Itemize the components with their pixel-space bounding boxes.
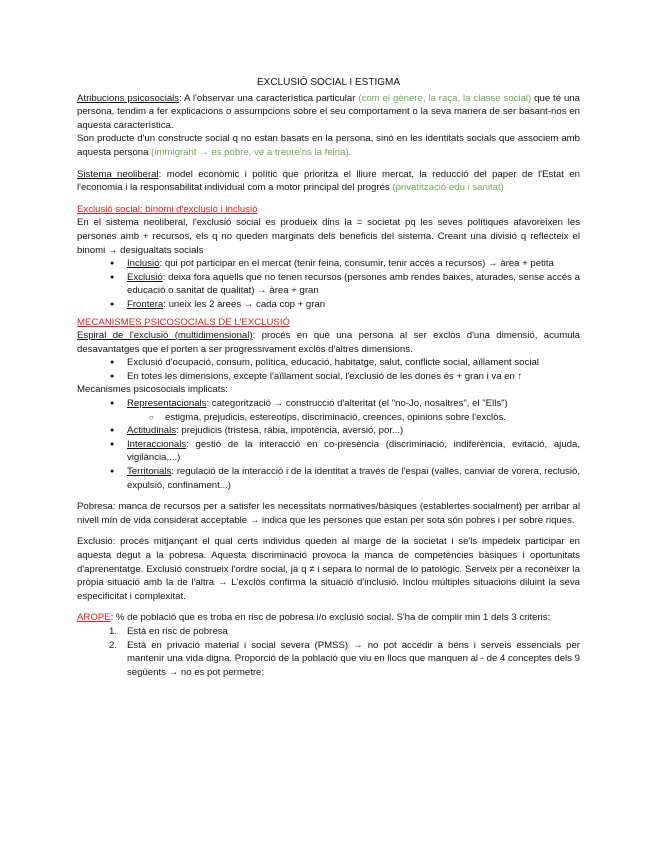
text: Està en risc de pobresa: [127, 625, 228, 637]
item-number: 2.: [109, 639, 118, 651]
term-atribucions: Atribucions psicosocials: [77, 92, 180, 104]
paragraph-exclusio: Exclusió: procés mitjançant el qual certs individus queden al marge de la societat i se'ls impedeix participar en aquesta degut a la pobresa. Aquesta discriminació provoca la manca de competències bàsiques i oportunitats d'aprenentatge. Exclusió construeix l'ordre social, ja q ≠ i separa lo normal de lo patològic. Serveix per a reconèixer la pròpia situació amb la de l'altra → L'exclòs confirma la situació d'inclusió. Inclou múltiples situacions diluint la seva especificitat i complexitat.: [77, 536, 580, 602]
list-item: [77, 639, 580, 680]
mecanismes-label: Mecanismes psicosocials implicats:: [77, 384, 228, 396]
section-heading-exclusio-social: Exclusió social: binomi d'exclusió i inclusió: [77, 203, 258, 215]
sublist-item: ○ estigma, prejudicis, estereotips, discriminació, creences, opinions sobre l'exclòs.: [77, 411, 580, 425]
text: : procés en què una persona al ser exclòs d'una dimensió, acumula desavantatges que el porten a ser progressivament exclòs d'altres dimensions.: [77, 330, 580, 355]
term-actitudinals: Actitudinals: [127, 425, 177, 437]
note-green: (com el gènere, la raça, la classe social): [358, 92, 532, 104]
term-inclusio: Inclusió: [127, 258, 160, 270]
section-heading-mecanismes: MECANISMES PSICOSOCIALS DE L'EXCLUSIÓ: [77, 316, 290, 328]
text: : categorització → construcció d'alteritat (el "no-Jo, nosaltres", el "Ells"): [206, 398, 508, 410]
list-item: [77, 625, 580, 639]
item-number: 1.: [109, 625, 118, 637]
list-item: ● En totes les dimensions, excepte l'aïllament social, l'exclusió de les dones és + gran i va en ↑: [77, 370, 580, 384]
sublist: [77, 411, 580, 425]
text: : qui pot participar en el mercat (tenir feina, consumir, tenir accés a recursos) → àrea + petita: [159, 258, 554, 270]
term-neoliberal: Sistema neoliberal: [77, 168, 159, 180]
term-espiral: Espiral de l'exclusió (multidimensional): [77, 330, 253, 342]
term-territorials: Territorials: [127, 466, 172, 478]
list-arope-criteris: [77, 625, 580, 679]
text: Son producte d'un constructe social q no estan basats en la persona, sinó en les identitats socials que associem amb aquesta persona: [77, 133, 580, 158]
text: que té una persona, tendim a fer explicacions o assumpcions sobre el seu comportament o la seva manera de ser basant-nos en aquesta característica.: [77, 92, 580, 131]
paragraph-arope: [77, 611, 580, 625]
list-item: [77, 257, 580, 271]
list-item: [77, 298, 580, 312]
text: : % de població que es troba en risc de pobresa i/o exclusió social. S'ha de complir min 1 dels 3 criteris:: [110, 612, 551, 624]
list-item: [77, 271, 580, 298]
list-item: [77, 465, 580, 492]
text: : uneix les 2 àrees → cada cop + gran: [163, 298, 326, 310]
document-title: EXCLUSIÓ SOCIAL I ESTIGMA: [257, 77, 400, 88]
term-interaccionals: Interaccionals: [127, 438, 187, 450]
text: : regulació de la interacció i de la identitat a través de l'espai (valles, canviar de vorera, reclusió, expulsió, confinament...): [127, 466, 580, 491]
term-frontera: Frontera: [127, 298, 164, 310]
list-item: [77, 424, 580, 438]
list-item: [77, 438, 580, 465]
paragraph-atribucions: [77, 92, 580, 133]
list-item: [77, 397, 580, 424]
paragraph-constructe: [77, 132, 580, 159]
paragraph-exclusio-intro: En el sistema neoliberal, l'exclusió social es produeix dins la = societat pq les seves polítiques afavoreixen les persones amb + recursos, els q no queden marginats dels beneficis del sistema. Creant una divisió q reflecteix el binomi → desigualtats socials: [77, 217, 580, 256]
list-espiral: [77, 356, 580, 383]
list-item: ● Exclusió d'ocupació, consum, política, educació, habitatge, salut, conflicte social, aïllament social: [77, 356, 580, 370]
paragraph-espiral: [77, 329, 580, 356]
text: Està en privació material i social severa (PMSS) → no pot accedir a béns i serveis essencials per mantenir una vida digna. Proporció de la població que viu en llocs que manquen al - de 4 conceptes dels 9 següents → no es pot permetre:: [127, 639, 580, 678]
term-arope: AROPE: [77, 612, 111, 624]
text: : A l'observar una característica particular: [179, 92, 359, 104]
term-exclusio: Exclusió: [127, 271, 163, 283]
text: : deixa fora aquells que no tenen recursos (persones amb rendes baixes, aturades, sense accés a educació o sanitat de qualitat) → àrea + gran: [127, 271, 580, 297]
list-binomi: [77, 257, 580, 311]
term-representacionals: Representacionals: [127, 398, 207, 410]
paragraph-pobresa: Pobresa: manca de recursos per a satisfer les necessitats normatives/bàsiques (establertes socialment) per arribar al nivell mín de vida considerat acceptable → indica que les persones que estan per sota són pobres i per sobre riques.: [77, 501, 580, 526]
document-page: [77, 76, 580, 679]
text: : model econòmic i polític que prioritza el lliure mercat, la reducció del paper de l'Estat en l'economia i la responsabilitat individual com a motor principal del progrés: [77, 168, 580, 194]
list-mecanismes: [77, 397, 580, 492]
text: : gestió de la interacció en co-presència (discriminació, indiferència, evitació, ajuda, vigilància,...): [127, 438, 580, 464]
text: .: [348, 146, 352, 158]
note-green: (immigrant → es pobre, ve a treure'ns la feina): [151, 146, 349, 158]
note-green: (privatització edu i sanitat): [392, 182, 504, 194]
text: : prejudicis (tristesa, ràbia, impotència, aversió, por...): [176, 425, 404, 437]
paragraph-neoliberal: [77, 168, 580, 195]
